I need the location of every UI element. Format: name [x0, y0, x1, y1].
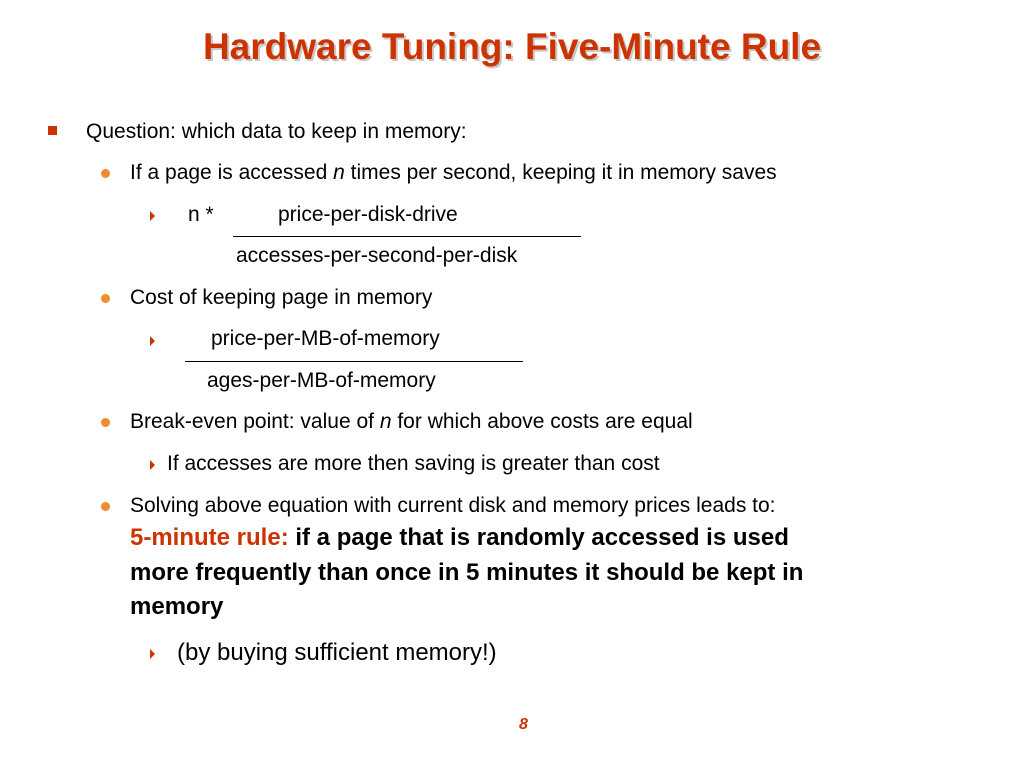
- formula1-prefix: n *: [188, 203, 214, 226]
- dot-bullet-icon: [101, 502, 110, 511]
- formula2-numerator: price-per-MB-of-memory: [211, 327, 440, 350]
- dot-bullet-icon: [101, 169, 110, 178]
- formula1-numerator: price-per-disk-drive: [278, 203, 458, 226]
- triangle-bullet-icon: [150, 460, 155, 470]
- bullet-access-text: If a page is accessed n times per second, keeping it in memory saves: [130, 161, 777, 184]
- triangle-bullet-icon: [150, 336, 155, 346]
- formula1-denominator: accesses-per-second-per-disk: [236, 244, 518, 267]
- page-number: 8: [519, 716, 528, 733]
- five-minute-rule-line2: more frequently than once in 5 minutes it should be kept in: [130, 559, 804, 586]
- triangle-bullet-icon: [150, 211, 155, 221]
- bullet-breakeven-text: Break-even point: value of n for which above costs are equal: [130, 410, 693, 433]
- question-text: Question: which data to keep in memory:: [86, 120, 467, 143]
- slide-title: Hardware Tuning: Five-Minute Rule: [202, 26, 822, 67]
- buying-memory-note: (by buying sufficient memory!): [177, 639, 497, 666]
- breakeven-subtext: If accesses are more then saving is greater than cost: [167, 452, 660, 475]
- dot-bullet-icon: [101, 294, 110, 303]
- formula2-fraction-bar: [185, 361, 523, 362]
- five-minute-rule-label: 5-minute rule:: [130, 524, 289, 551]
- dot-bullet-icon: [101, 418, 110, 427]
- formula1-fraction-bar: [233, 236, 581, 237]
- five-minute-rule-line1: 5-minute rule: if a page that is randomly accessed is used: [130, 524, 789, 551]
- triangle-bullet-icon: [150, 649, 155, 659]
- bullet-solving-text: Solving above equation with current disk and memory prices leads to:: [130, 494, 776, 517]
- five-minute-rule-line3: memory: [130, 593, 224, 620]
- formula2-denominator: ages-per-MB-of-memory: [207, 369, 436, 392]
- square-bullet-icon: [48, 126, 57, 135]
- bullet-cost-text: Cost of keeping page in memory: [130, 286, 433, 309]
